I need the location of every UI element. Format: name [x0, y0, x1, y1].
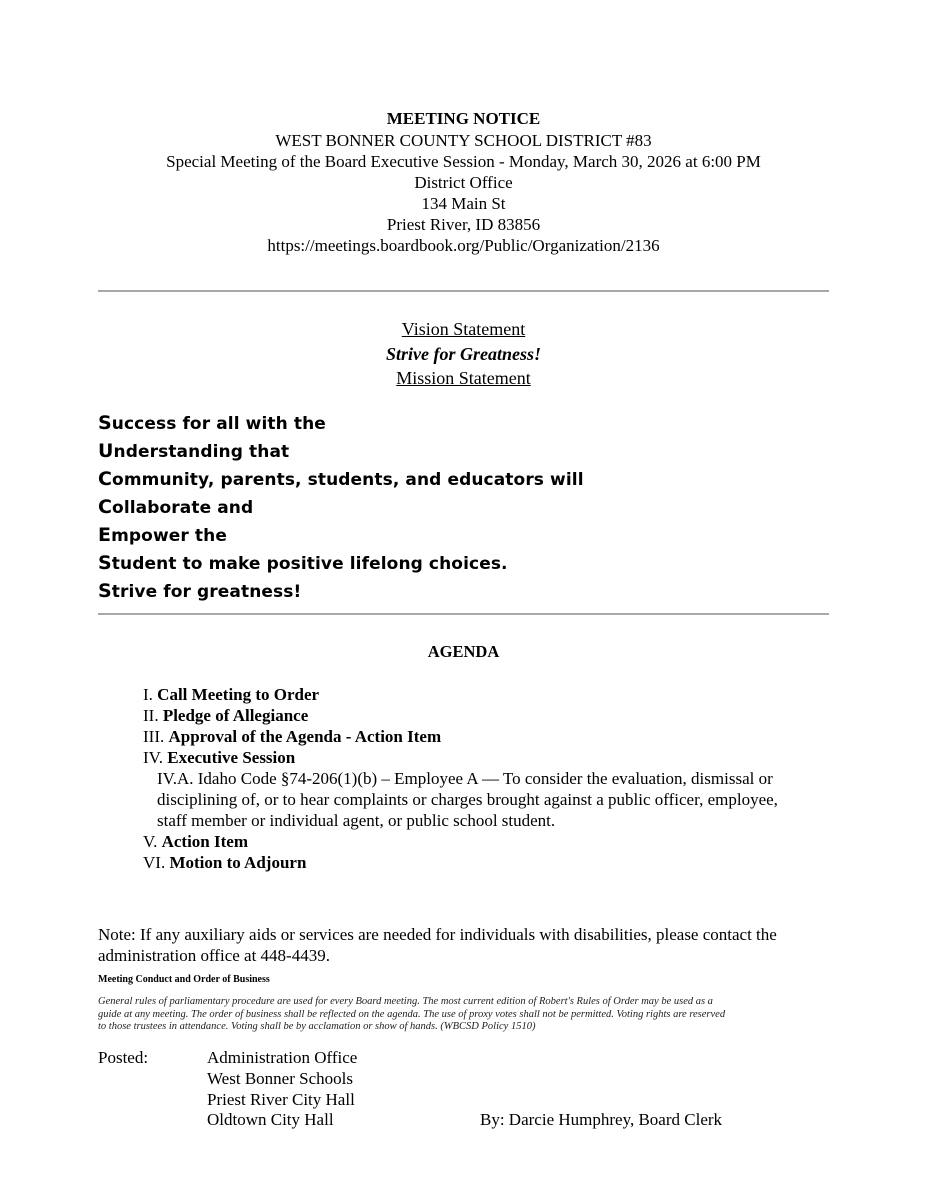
- agenda-title: AGENDA: [427, 642, 500, 661]
- agenda-item: V. Action Item: [143, 832, 248, 851]
- accessibility-note: Note: If any auxiliary aids or services are needed for individuals with disabilities, please contact the administration office at 448-4439.: [98, 925, 777, 965]
- agenda-item: II. Pledge of Allegiance: [143, 706, 309, 725]
- conduct-text: General rules of parliamentary procedure are used for every Board meeting. The most current edition of Robert's Rules of Order may be used as a guide at any meeting. The order of business shall be reflected on the agenda. The use of proxy votes shall not be permitted. Voting rights are reserved to those trustees in attendance. Voting shall be by acclamation or show of hands. (WBCSD Policy 1510): [98, 996, 726, 1033]
- mission-statement: [98, 410, 584, 606]
- mission-heading: [0, 366, 927, 391]
- posted-label: Posted:: [98, 1048, 149, 1067]
- agenda-item: III. Approval of the Agenda - Action Item: [143, 727, 442, 746]
- district-name: WEST BONNER COUNTY SCHOOL DISTRICT #83: [275, 131, 652, 150]
- mission-heading-text: Mission Statement: [396, 368, 531, 388]
- divider-bottom: [98, 613, 829, 615]
- posted-by: By: Darcie Humphrey, Board Clerk: [480, 1110, 723, 1129]
- conduct-heading: Meeting Conduct and Order of Business: [98, 974, 270, 985]
- agenda-item: VI. Motion to Adjourn: [143, 853, 307, 872]
- notice-title: MEETING NOTICE: [386, 109, 541, 128]
- vision-heading-text: Vision Statement: [401, 319, 526, 339]
- posted-locations: [207, 1048, 357, 1131]
- agenda-item: IV. Executive Session: [143, 748, 296, 767]
- mission-line: Collaborate and: [98, 496, 254, 518]
- agenda-subitem: IV.A. Idaho Code §74-206(1)(b) – Employee A — To consider the evaluation, dismissal or disciplining of, or to hear complaints or charges brought against a public officer, employee, staff member or individual agent, or public school student.: [157, 769, 778, 830]
- vision-heading: [0, 317, 927, 342]
- mission-line: Understanding that: [98, 440, 290, 462]
- meeting-url: https://meetings.boardbook.org/Public/Organization/2136: [267, 236, 660, 255]
- posted-location: Administration Office: [207, 1048, 358, 1067]
- mission-line: Success for all with the: [98, 412, 326, 434]
- mission-line: Student to make positive lifelong choices.: [98, 552, 508, 574]
- posted-location: West Bonner Schools: [207, 1068, 353, 1088]
- posted-location: Priest River City Hall: [207, 1089, 355, 1109]
- mission-line: Strive for greatness!: [98, 580, 302, 602]
- meeting-location: District Office: [414, 173, 513, 192]
- agenda-list: [143, 684, 843, 873]
- posted-location: Oldtown City Hall: [207, 1110, 334, 1130]
- meeting-description: Special Meeting of the Board Executive Session - Monday, March 30, 2026 at 6:00 PM: [166, 152, 761, 171]
- vision-text: Strive for Greatness!: [385, 344, 541, 364]
- mission-line: Community, parents, students, and educators will: [98, 468, 584, 490]
- meeting-street: 134 Main St: [421, 194, 506, 213]
- mission-line: Empower the: [98, 524, 227, 546]
- divider-top: [98, 290, 829, 292]
- agenda-item: I. Call Meeting to Order: [143, 685, 320, 704]
- meeting-city: Priest River, ID 83856: [386, 215, 541, 234]
